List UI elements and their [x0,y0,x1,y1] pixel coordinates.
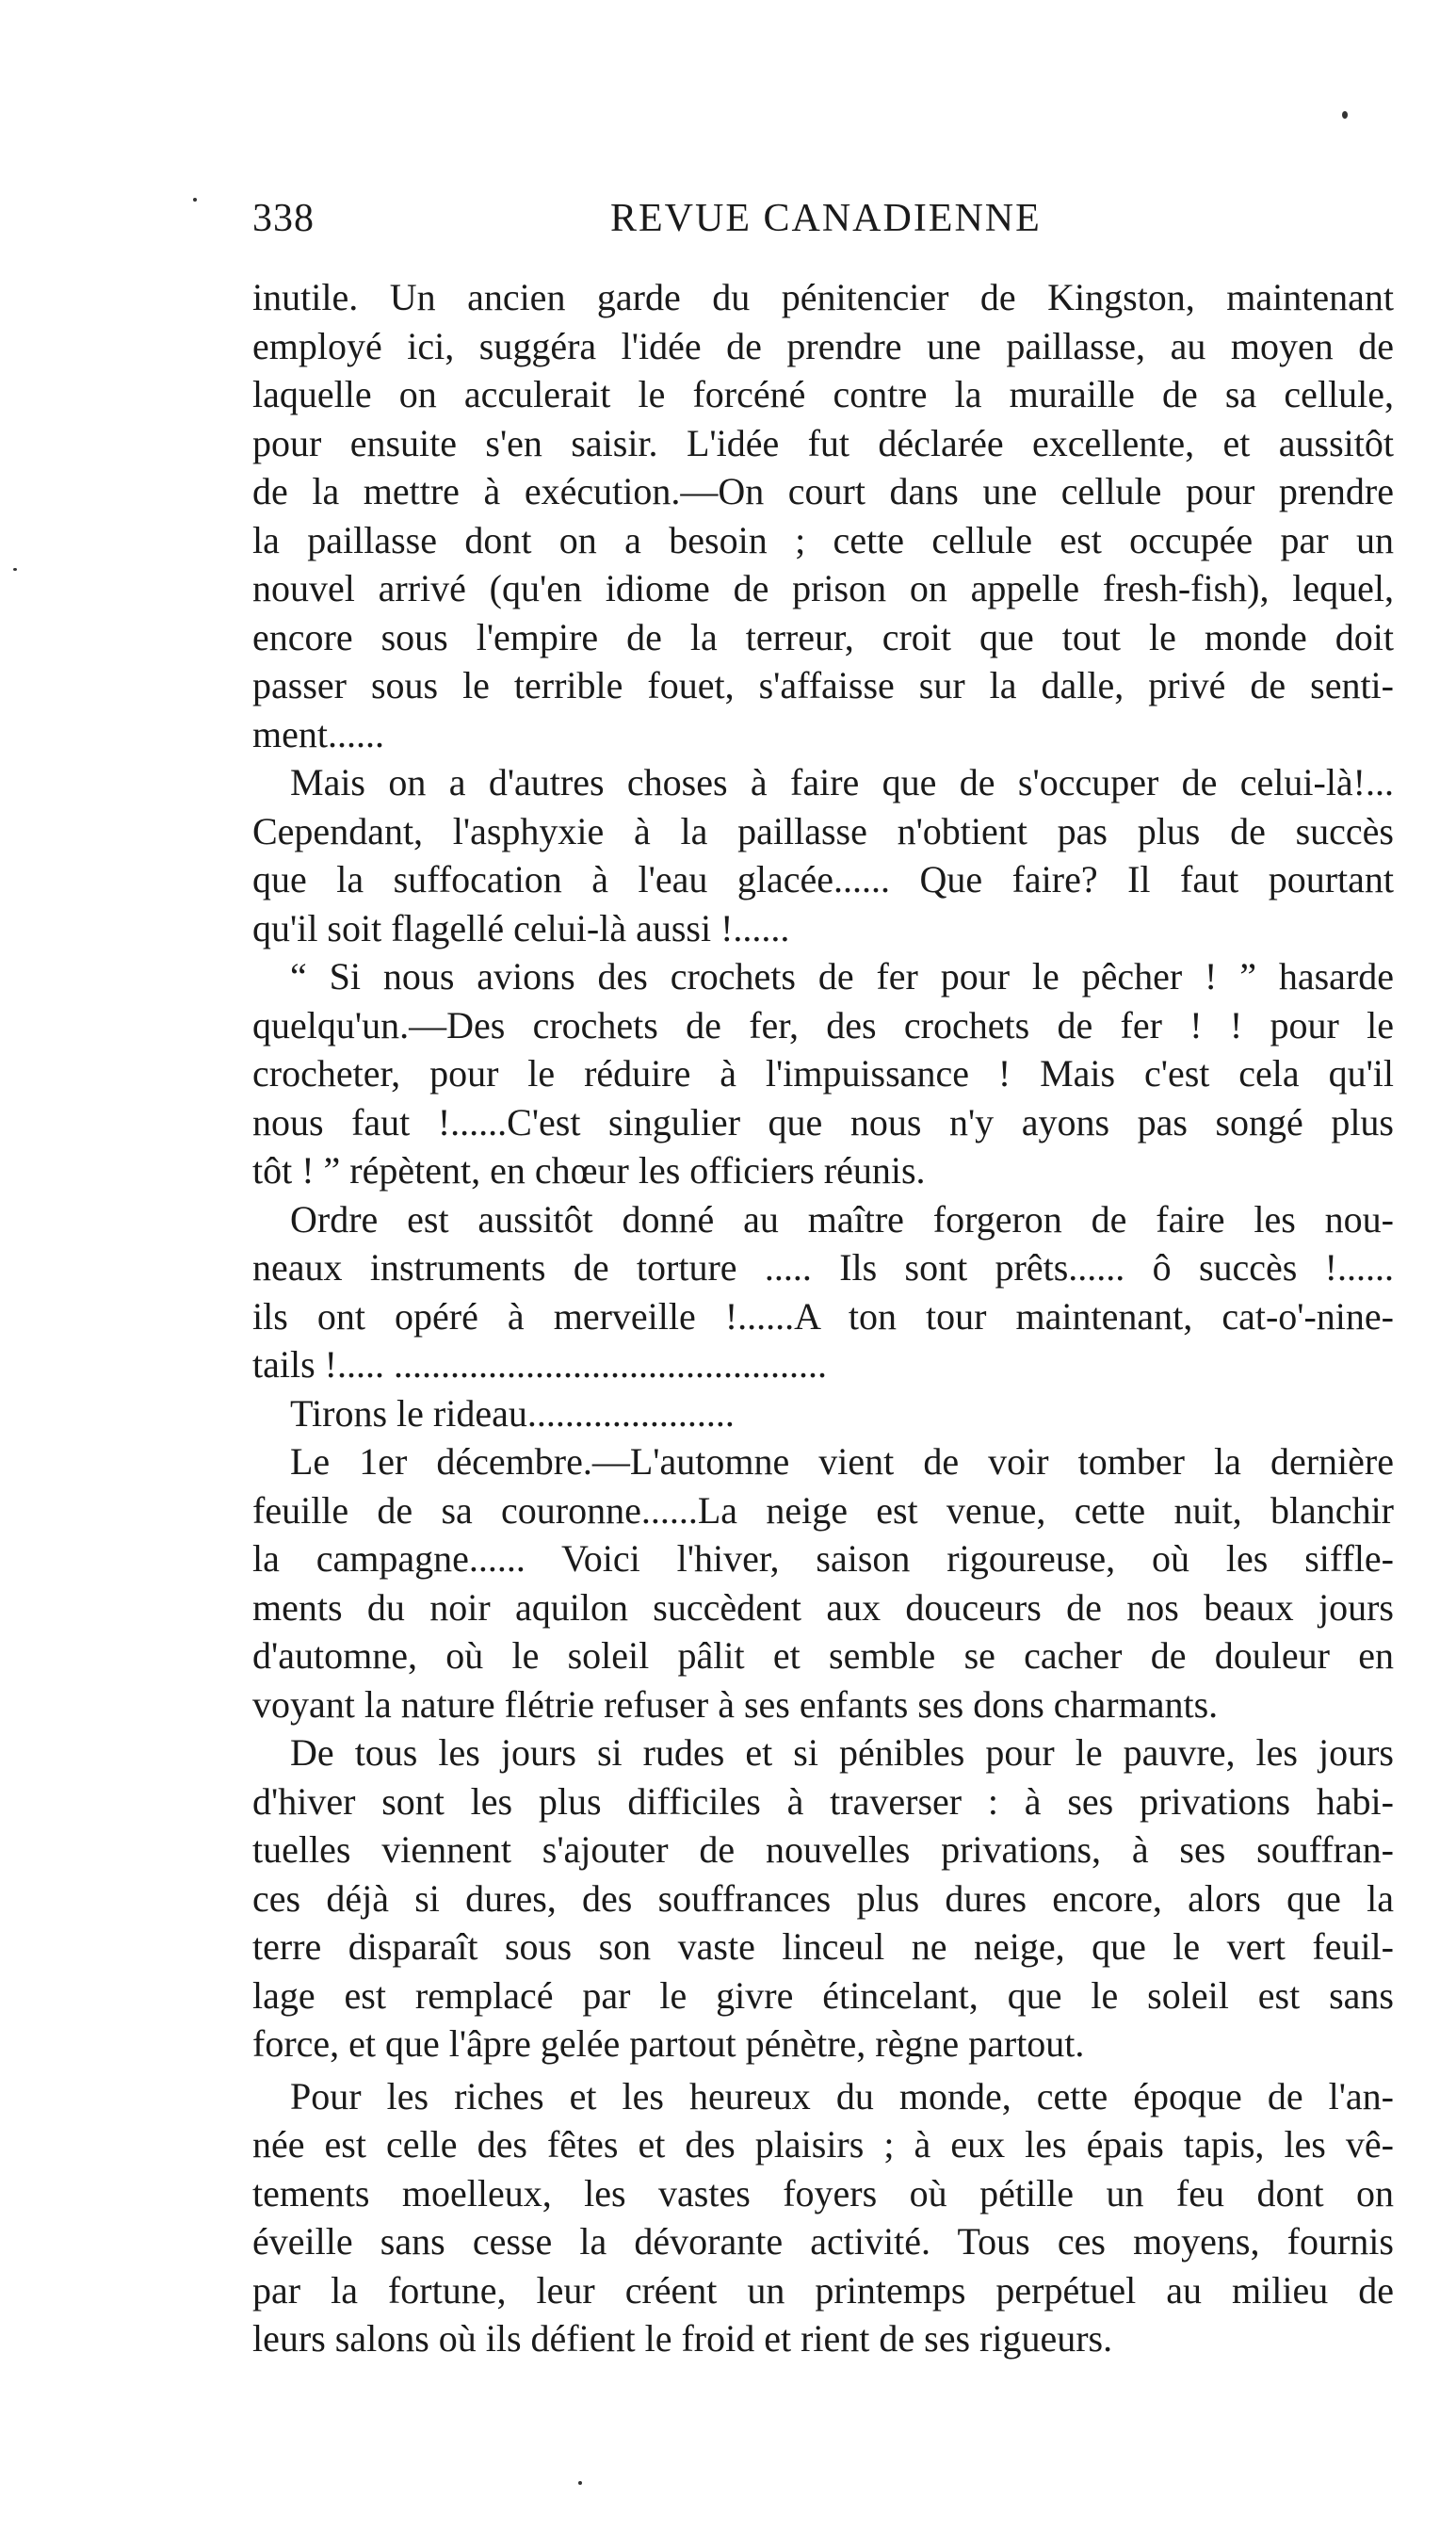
text-line: Mais on a d'autres choses à faire que de s'occuper de celui-là!... [290,761,1394,803]
text-line: tôt ! ” répètent, en chœur les officiers réunis. [252,1149,926,1192]
page-number: 338 [252,197,315,240]
speck-mark [578,2481,582,2485]
text-line: voyant la nature flétrie refuser à ses enfants ses dons charmants. [252,1682,1219,1726]
text-line: passer sous le terrible fouet, s'affaisse sur la dalle, privé de senti- [252,664,1394,706]
text-line: “ Si nous avions des crochets de fer pour le pêcher ! ” hasarde [290,955,1394,998]
speck-mark [1342,111,1348,119]
text-line: Cependant, l'asphyxie à la paillasse n'obtient pas plus de succès [252,809,1394,852]
text-line: ils ont opéré à merveille !......A ton tour maintenant, cat-o'-nine- [252,1294,1394,1338]
text-line: feuille de sa couronne......La neige est venue, cette nuit, blanchir [252,1488,1394,1532]
text-line: Ordre est aussitôt donné au maître forgeron de faire les nou- [290,1197,1394,1241]
text-line: par la fortune, leur créent un printemps perpétuel au milieu de [252,2268,1394,2312]
text-line: éveille sans cesse la dévorante activité. Tous ces moyens, fournis [252,2220,1394,2263]
text-line: née est celle des fêtes et des plaisirs ; à eux les épais tapis, les vê- [252,2123,1394,2166]
text-line: quelqu'un.—Des crochets de fer, des crochets de fer ! ! pour le [252,1003,1394,1046]
text-line: force, et que l'âpre gelée partout pénètre, règne partout. [252,2022,1085,2065]
text-line: d'automne, où le soleil pâlit et semble se cacher de douleur en [252,1634,1394,1677]
text-line: Pour les riches et les heureux du monde, cette époque de l'an- [290,2074,1394,2117]
text-line: que la suffocation à l'eau glacée...... Que faire? Il faut pourtant [252,858,1394,900]
text-line: nouvel arrivé (qu'en idiome de prison on appelle fresh-fish), lequel, [252,567,1394,609]
text-line: tements moelleux, les vastes foyers où pétille un feu dont on [252,2171,1394,2214]
text-line: ments du noir aquilon succèdent aux douceurs de nos beaux jours [252,1585,1394,1629]
speck-mark [13,568,17,571]
text-line: employé ici, suggéra l'idée de prendre une paillasse, au moyen de [252,324,1394,367]
text-line: la paillasse dont on a besoin ; cette cellule est occupée par un [252,518,1394,561]
text-line: d'hiver sont les plus difficiles à traverser : à ses privations habi- [252,1779,1394,1823]
text-line: ces déjà si dures, des souffrances plus dures encore, alors que la [252,1876,1394,1920]
text-line: ment...... [252,712,384,755]
text-line: Tirons le rideau...................... [290,1391,735,1435]
text-line: terre disparaît sous son vaste linceul ne neige, que le vert feuil- [252,1925,1394,1968]
text-line: leurs salons où ils défient le froid et rient de ses rigueurs. [252,2317,1113,2360]
text-line: crocheter, pour le réduire à l'impuissance ! Mais c'est cela qu'il [252,1052,1394,1095]
body-text [252,273,1394,2363]
text-line: lage est remplacé par le givre étincelant, que le soleil est sans [252,1973,1394,2017]
text-line: neaux instruments de torture ..... Ils sont prêts...... ô succès !...... [252,1246,1394,1289]
text-line: la campagne...... Voici l'hiver, saison rigoureuse, où les siffle- [252,1537,1394,1580]
text-line: inutile. Un ancien garde du pénitencier de Kingston, maintenant [252,276,1394,318]
text-line: qu'il soit flagellé celui-là aussi !...... [252,906,790,949]
speck-mark [193,198,197,202]
text-line: nous faut !......C'est singulier que nous n'y ayons pas songé plus [252,1100,1394,1144]
page-header [252,196,1401,252]
text-line: tuelles viennent s'ajouter de nouvelles privations, à ses souffran- [252,1828,1394,1871]
text-line: tails !..... .............................................. [252,1343,827,1386]
text-line: laquelle on acculerait le forcéné contre la muraille de sa cellule, [252,373,1394,415]
text-line: pour ensuite s'en saisir. L'idée fut déclarée excellente, et aussitôt [252,421,1394,464]
text-line: de la mettre à exécution.—On court dans une cellule pour prendre [252,470,1394,512]
text-line: encore sous l'empire de la terreur, croit que tout le monde doit [252,615,1394,658]
text-line: De tous les jours si rudes et si pénibles pour le pauvre, les jours [290,1731,1394,1774]
text-line: Le 1er décembre.—L'automne vient de voir tomber la dernière [290,1440,1394,1483]
running-title: REVUE CANADIENNE [610,197,1042,240]
